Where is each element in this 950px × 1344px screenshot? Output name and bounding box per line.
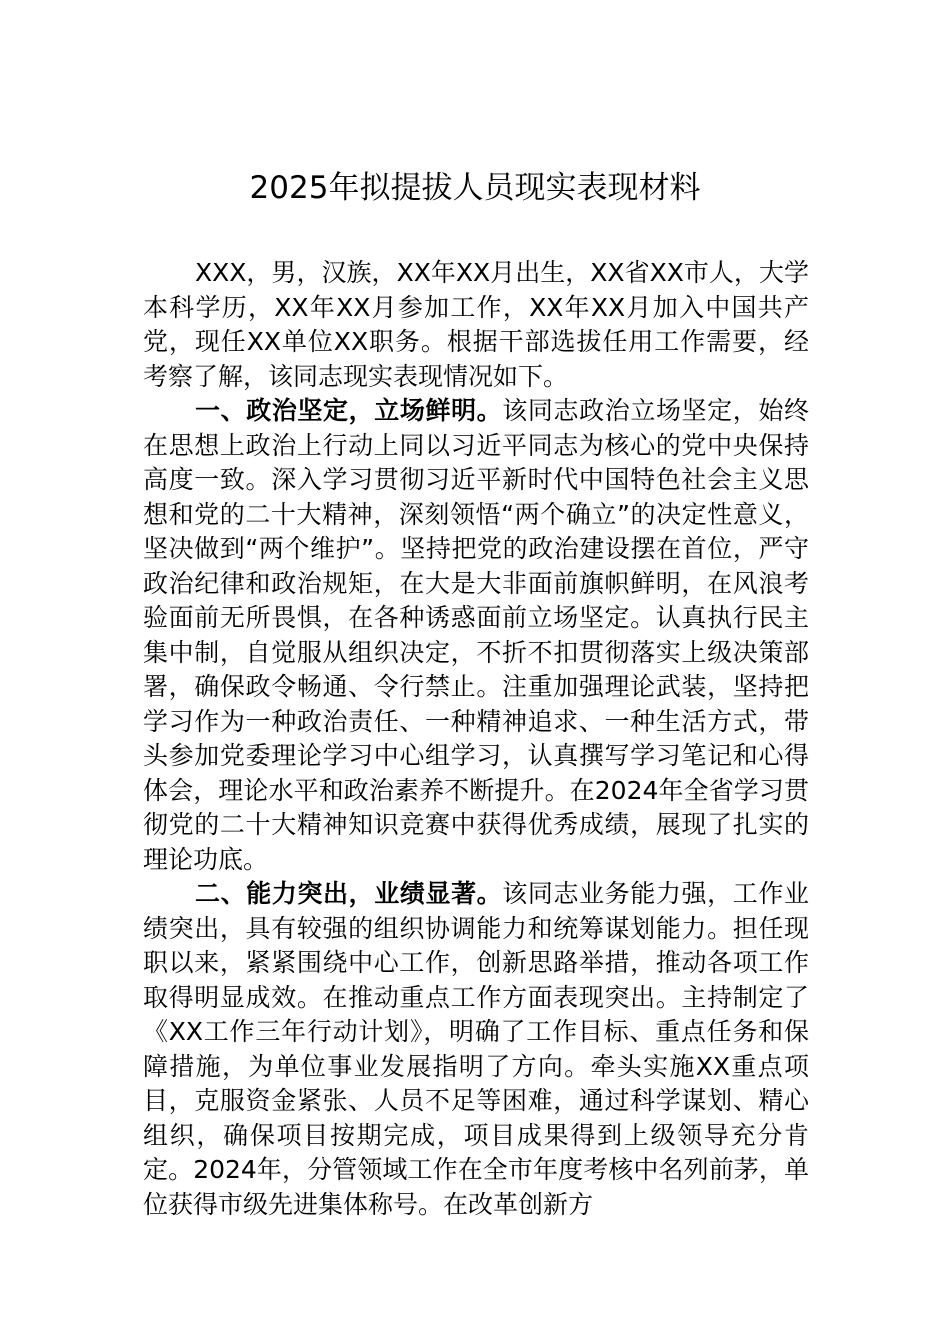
paragraph-political <box>143 394 809 877</box>
paragraph-text: 该同志业务能力强，工作业绩突出，具有较强的组织协调能力和统筹谋划能力。担任现职以来，紧紧围绕中心工作，创新思路举措，推动各项工作取得明显成效。在推动重点工作方面表现突出。主持制定了《XX工作三年行动计划》，明确了工作目标、重点任务和保障措施，为单位事业发展指明了方向。牵头实施XX重点项目，克服资金紧张、人员不足等困难，通过科学谋划、精心组织，确保项目按期完成，项目成果得到上级领导充分肯定。2024年，分管领域工作在全市年度考核中名列前茅，单位获得市级先进集体称号。在改革创新方 <box>143 879 809 1219</box>
paragraph-ability <box>143 877 809 1222</box>
paragraph-text: 该同志政治立场坚定，始终在思想上政治上行动上同以习近平同志为核心的党中央保持高度一致。深入学习贯彻习近平新时代中国特色社会主义思想和党的二十大精神，深刻领悟“两个确立”的决定性意义，坚决做到“两个维护”。坚持把党的政治建设摆在首位，严守政治纪律和政治规矩，在大是大非面前旗帜鲜明，在风浪考验面前无所畏惧，在各种诱惑面前立场坚定。认真执行民主集中制，自觉服从组织决定，不折不扣贯彻落实上级决策部署，确保政令畅通、令行禁止。注重加强理论武装，坚持把学习作为一种政治责任、一种精神追求、一种生活方式，带头参加党委理论学习中心组学习，认真撰写学习笔记和心得体会，理论水平和政治素养不断提升。在2024年全省学习贯彻党的二十大精神知识竞赛中获得优秀成绩，展现了扎实的理论功底。 <box>143 396 809 874</box>
paragraph-lead: 二、能力突出，业绩显著。 <box>195 879 503 908</box>
paragraph-text: XXX，男，汉族，XX年XX月出生，XX省XX市人，大学本科学历，XX年XX月参加工作，XX年XX月加入中国共产党，现任XX单位XX职务。根据干部选拔任用工作需要，经考察了解，该同志现实表现情况如下。 <box>143 258 809 391</box>
document-body <box>143 256 809 1222</box>
paragraph-intro <box>143 256 809 394</box>
document-title: 2025年拟提拔人员现实表现材料 <box>249 170 701 206</box>
paragraph-lead: 一、政治坚定，立场鲜明。 <box>195 396 503 425</box>
